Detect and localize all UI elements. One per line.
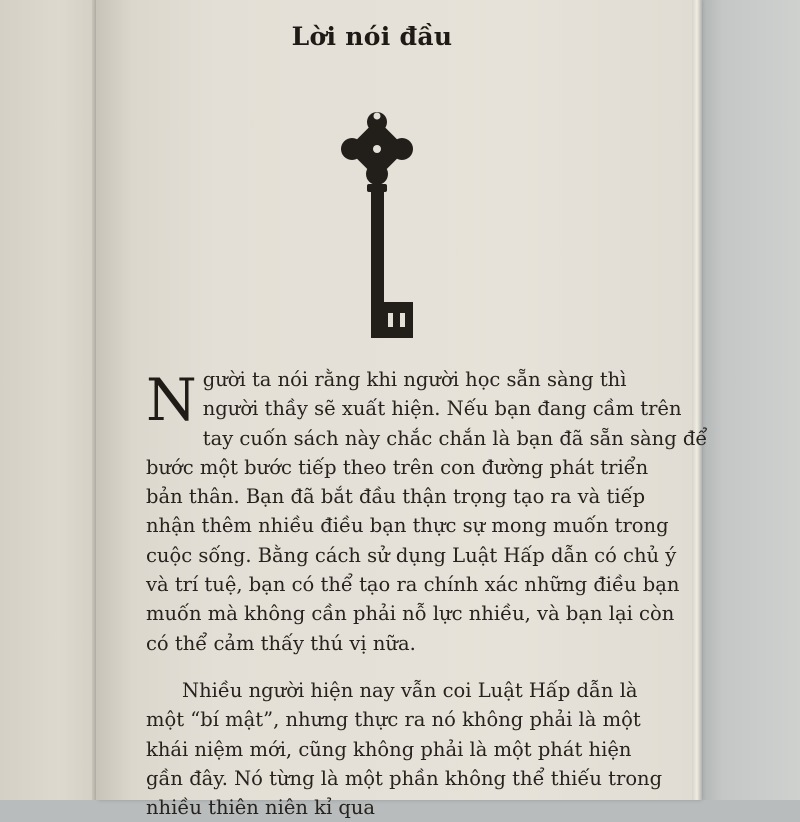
text-line: có thể cảm thấy thú vị nữa. [146,631,416,655]
text-line: muốn mà không cần phải nỗ lực nhiều, và bạn lại còn [146,602,675,626]
text-line: khái niệm mới, cũng không phải là một phát hiện [146,737,632,761]
text-line: nhận thêm nhiều điều bạn thực sự mong muốn trong [146,514,669,538]
page-edge [692,0,702,800]
text-line: nhiều thiên niên kỉ qua [146,796,376,820]
page-title: Lời nói đầu [291,22,453,51]
key-illustration [336,108,418,340]
text-line: tay cuốn sách này chắc chắn là bạn đã sẵn sàng để [202,426,708,450]
body-text [146,365,708,822]
background-surface [690,0,800,800]
text-line: gười ta nói rằng khi người học sẵn sàng thì [202,368,627,391]
key-bit [377,302,413,338]
paragraph-2 [146,676,663,822]
text-line: bước một bước tiếp theo trên con đường phát triển [146,455,649,479]
text-line: và trí tuệ, bạn có thể tạo ra chính xác những điều bạn [146,573,680,597]
left-page [0,0,98,800]
text-line: Nhiều người hiện nay vẫn coi Luật Hấp dẫn là [182,678,638,702]
text-line: người thầy sẽ xuất hiện. Nếu bạn đang cầm trên [202,397,682,421]
paragraph-1 [146,365,708,658]
text-line: bản thân. Bạn đã bắt đầu thận trọng tạo ra và tiếp [146,485,646,509]
key-ring-hole [374,113,381,120]
key-bit-notch-2 [400,313,405,327]
text-line: cuộc sống. Bằng cách sử dụng Luật Hấp dẫn có chủ ý [146,543,677,567]
text-line: một “bí mật”, nhưng thực ra nó không phải là một [146,708,641,732]
key-bit-notch-1 [388,313,393,327]
text-line: gần đây. Nó từng là một phần không thể thiếu trong [146,766,663,790]
key-bow-hole [373,145,381,153]
drop-cap: N [146,366,197,434]
